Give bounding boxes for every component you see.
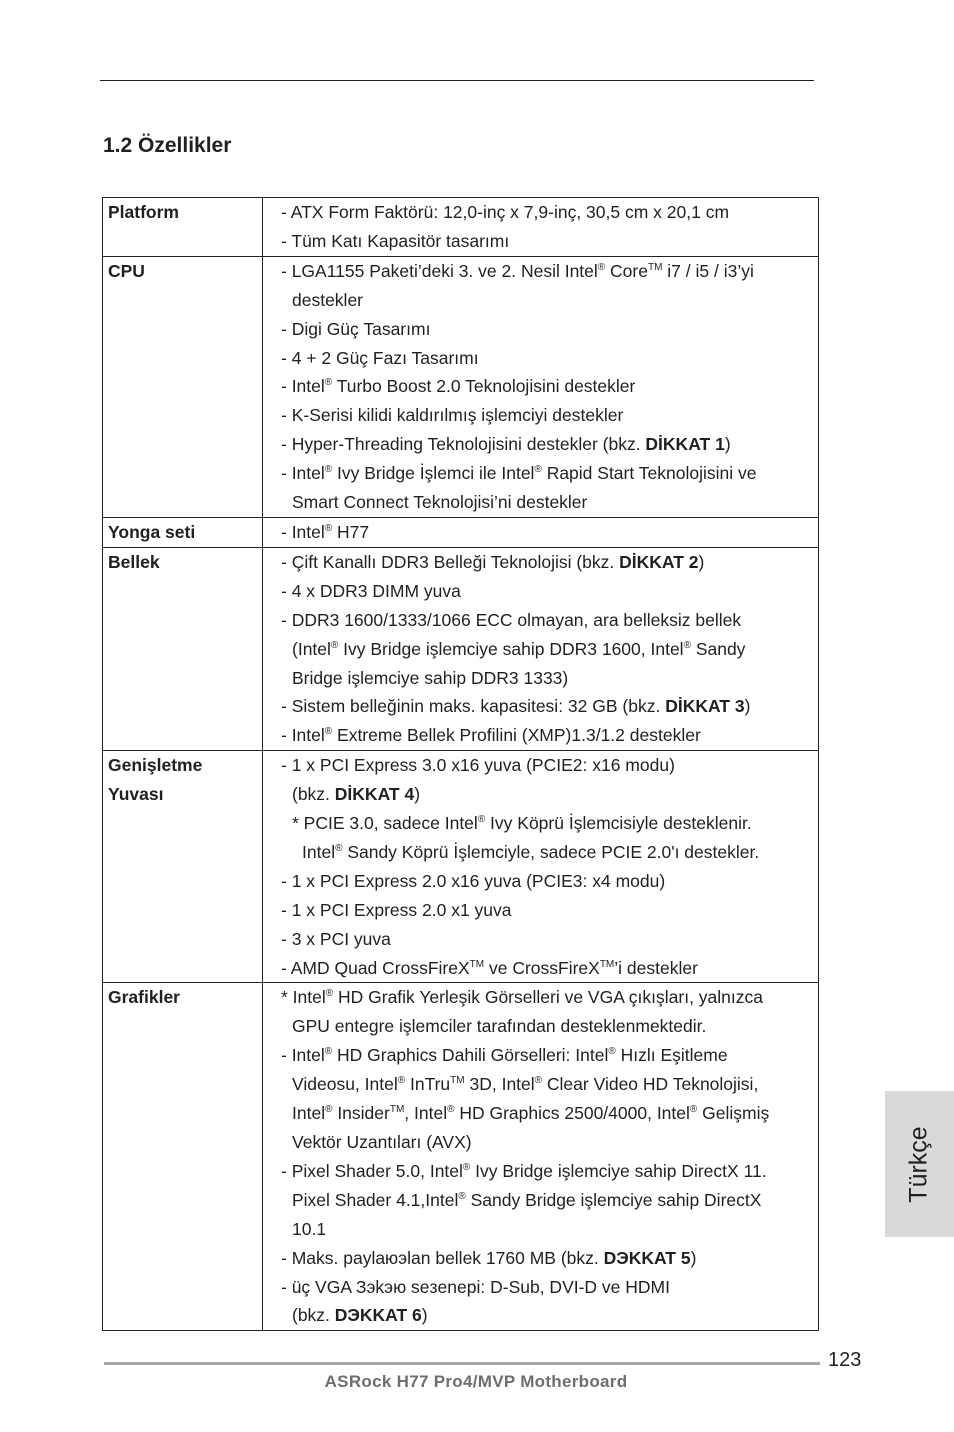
spec-label: [103, 751, 263, 983]
spec-label-line: Yuvası: [108, 784, 164, 805]
spec-value-line: - AMD Quad CrossFireX™ ve CrossFireX™’i destekler: [281, 957, 698, 978]
spec-values: [263, 256, 819, 517]
spec-table: [102, 197, 819, 1331]
spec-value-line: Vektör Uzantıları (AVX): [292, 1132, 472, 1152]
spec-value-line: - üç VGA Зэkэю seзenepi: D-Sub, DVI-D ve HDMI: [281, 1276, 670, 1297]
spec-value-line: Intel® Insider™, Intel® HD Graphics 2500/4000, Intel® Gelişmiş: [292, 1103, 770, 1124]
spec-value-line: - 3 x PCI yuva: [281, 928, 391, 949]
spec-label: [103, 547, 263, 750]
spec-value-line: Intel® Sandy Köprü İşlemciyle, sadece PCIE 2.0'ı destekler.: [302, 841, 760, 862]
spec-value-line: - ATX Form Faktörü: 12,0-inç x 7,9-inç, 30,5 cm x 20,1 cm: [281, 202, 730, 222]
spec-row: [103, 198, 819, 257]
spec-label-line: CPU: [108, 260, 145, 281]
top-rule: [100, 80, 814, 81]
spec-value-line: Videosu, Intel® InTru™ 3D, Intel® Clear Video HD Teknolojisi,: [292, 1074, 759, 1095]
spec-label-line: Genişletme: [108, 755, 203, 776]
spec-label: [103, 256, 263, 517]
spec-value-line: - 4 + 2 Güç Fazı Tasarımı: [281, 347, 479, 368]
spec-value-line: - DDR3 1600/1333/1066 ECC olmayan, ara belleksiz bellek: [281, 609, 742, 630]
spec-values: [263, 198, 819, 257]
spec-value-line: - Tüm Katı Kapasitör tasarımı: [281, 230, 510, 251]
spec-label-line: Yonga seti: [108, 521, 196, 542]
spec-value-line: - Hyper-Threading Teknolojisini destekler (bkz. DİKKAT 1): [281, 434, 731, 455]
spec-value-line: - K-Serisi kilidi kaldırılmış işlemciyi destekler: [281, 405, 624, 426]
spec-value-line: 10.1: [292, 1218, 327, 1239]
spec-value-line: (bkz. DЭKKAT 6): [292, 1305, 428, 1326]
spec-value-line: - 4 x DDR3 DIMM yuva: [281, 580, 461, 601]
spec-row: [103, 751, 819, 983]
spec-value-line: (Intel® Ivy Bridge işlemciye sahip DDR3 1600, Intel® Sandy: [292, 638, 746, 659]
spec-table-body: [103, 198, 819, 1331]
spec-value-line: - Pixel Shader 5.0, Intel® Ivy Bridge işlemciye sahip DirectX 11.: [281, 1160, 767, 1181]
language-side-tab: [885, 1091, 954, 1237]
spec-row: [103, 517, 819, 547]
spec-row: [103, 983, 819, 1331]
spec-value-line: - Maks. paylaюэlan bellek 1760 MB (bkz. DЭKKAT 5): [281, 1247, 697, 1268]
spec-value-line: - LGA1155 Paketi’deki 3. ve 2. Nesil Intel® Core™ i7 / i5 / i3’yi: [281, 260, 754, 281]
spec-label: [103, 517, 263, 547]
spec-values: [263, 983, 819, 1331]
page-number: 123: [828, 1349, 862, 1371]
spec-value-line: - Digi Güç Tasarımı: [281, 318, 431, 339]
spec-value-line: Pixel Shader 4.1,Intel® Sandy Bridge işlemciye sahip DirectX: [292, 1189, 762, 1210]
spec-row: [103, 256, 819, 517]
footer-title-text: ASRock H77 Pro4/MVP Motherboard: [324, 1372, 628, 1391]
spec-value-line: - Sistem belleğinin maks. kapasitesi: 32 GB (bkz. DİKKAT 3): [281, 696, 751, 717]
spec-label: [103, 198, 263, 257]
footer-title: [0, 1372, 954, 1392]
spec-row: [103, 547, 819, 750]
language-label: Türkçe: [905, 1125, 933, 1203]
spec-values: [263, 751, 819, 983]
spec-value-line: Smart Connect Teknolojisi’ni destekler: [292, 492, 588, 513]
spec-value-line: - Intel® H77: [281, 521, 370, 542]
spec-value-line: destekler: [292, 289, 364, 310]
spec-label-line: Platform: [108, 202, 179, 222]
spec-value-line: - Intel® Turbo Boost 2.0 Teknolojisini destekler: [281, 376, 636, 397]
spec-value-line: (bkz. DİKKAT 4): [292, 784, 421, 805]
spec-value-line: - 1 x PCI Express 3.0 x16 yuva (PCIE2: x16 modu): [281, 755, 675, 776]
spec-value-line: - Intel® Extreme Bellek Profilini (XMP)1.3/1.2 destekler: [281, 725, 701, 746]
bottom-rule: [104, 1362, 820, 1365]
section-title: 1.2 Özellikler: [103, 134, 232, 157]
spec-value-line: * PCIE 3.0, sadece Intel® Ivy Köprü İşlemcisiyle desteklenir.: [292, 813, 752, 834]
spec-value-line: - Intel® HD Graphics Dahili Görselleri: Intel® Hızlı Eşitleme: [281, 1045, 728, 1066]
spec-value-line: - Çift Kanallı DDR3 Belleği Teknolojisi (bkz. DİKKAT 2): [281, 551, 705, 572]
spec-value-line: - Intel® Ivy Bridge İşlemci ile Intel® Rapid Start Teknolojisini ve: [281, 463, 757, 484]
spec-value-line: * Intel® HD Grafik Yerleşik Görselleri ve VGA çıkışları, yalnızca: [281, 987, 763, 1008]
spec-value-line: - 1 x PCI Express 2.0 x16 yuva (PCIE3: x4 modu): [281, 870, 666, 891]
spec-value-line: GPU entegre işlemciler tarafından desteklenmektedir.: [292, 1016, 707, 1037]
spec-label: [103, 983, 263, 1331]
spec-values: [263, 547, 819, 750]
spec-label-line: Bellek: [108, 551, 160, 572]
spec-label-line: Grafikler: [108, 987, 180, 1008]
spec-value-line: Bridge işlemciye sahip DDR3 1333): [292, 667, 569, 688]
spec-value-line: - 1 x PCI Express 2.0 x1 yuva: [281, 899, 512, 920]
spec-values: [263, 517, 819, 547]
